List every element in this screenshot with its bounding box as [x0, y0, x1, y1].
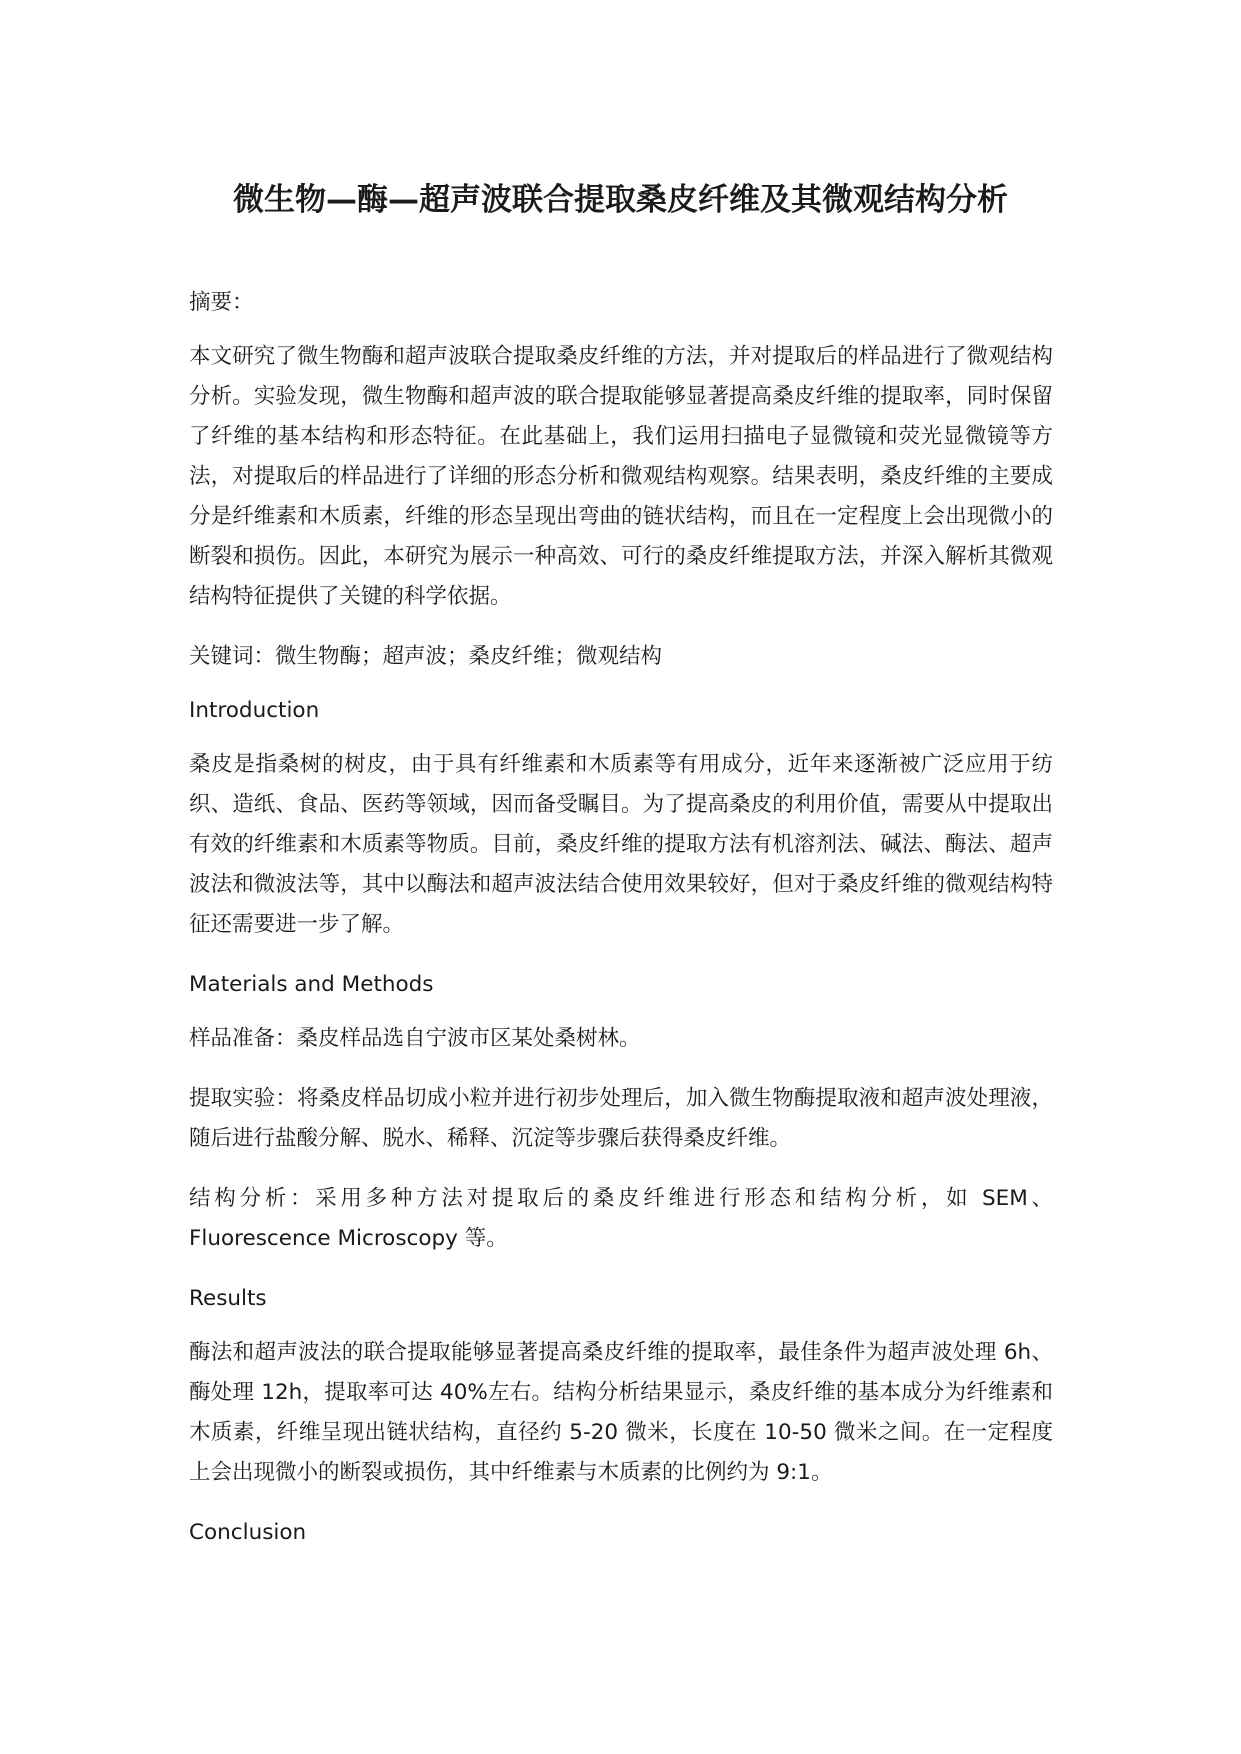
introduction-heading: Introduction	[189, 698, 320, 723]
introduction-paragraph: 桑皮是指桑树的树皮，由于具有纤维素和木质素等有用成分，近年来逐渐被广泛应用于纺织、造纸、食品、医药等领域，因而备受瞩目。为了提高桑皮的利用价值，需要从中提取出有效的纤维素和木质素等物质。目前，桑皮纤维的提取方法有机溶剂法、碱法、酶法、超声波法和微波法等，其中以酶法和超声波法结合使用效果较好，但对于桑皮纤维的微观结构特征还需要进一步了解。	[189, 752, 1053, 937]
methods-heading: Materials and Methods	[189, 972, 434, 997]
methods-sample-paragraph: 样品准备：桑皮样品选自宁波市区某处桑树林。	[189, 1026, 641, 1051]
results-paragraph: 酶法和超声波法的联合提取能够显著提高桑皮纤维的提取率，最佳条件为超声波处理 6h、酶处理 12h，提取率可达 40%左右。结构分析结果显示，桑皮纤维的基本成分为纤维素和木质素，纤维呈现出链状结构，直径约 5-20 微米，长度在 10-50 微米之间。在一定程度上会出现微小的断裂或损伤，其中纤维素与木质素的比例约为 9:1。	[189, 1340, 1053, 1485]
methods-extraction-paragraph: 提取实验：将桑皮样品切成小粒并进行初步处理后，加入微生物酶提取液和超声波处理液，随后进行盐酸分解、脱水、稀释、沉淀等步骤后获得桑皮纤维。	[189, 1086, 1053, 1151]
conclusion-heading: Conclusion	[189, 1520, 307, 1545]
abstract-label: 摘要：	[189, 290, 254, 315]
methods-analysis-paragraph: 结构分析：采用多种方法对提取后的桑皮纤维进行形态和结构分析，如 SEM、Fluorescence Microscopy 等。	[189, 1186, 1053, 1251]
keywords-line: 关键词：微生物酶；超声波；桑皮纤维；微观结构	[189, 644, 663, 669]
results-heading: Results	[189, 1286, 267, 1311]
document-title: 微生物—酶—超声波联合提取桑皮纤维及其微观结构分析	[233, 182, 1008, 218]
document-body	[189, 283, 1053, 1567]
abstract-paragraph: 本文研究了微生物酶和超声波联合提取桑皮纤维的方法，并对提取后的样品进行了微观结构分析。实验发现，微生物酶和超声波的联合提取能够显著提高桑皮纤维的提取率，同时保留了纤维的基本结构和形态特征。在此基础上，我们运用扫描电子显微镜和荧光显微镜等方法，对提取后的样品进行了详细的形态分析和微观结构观察。结果表明，桑皮纤维的主要成分是纤维素和木质素，纤维的形态呈现出弯曲的链状结构，而且在一定程度上会出现微小的断裂和损伤。因此，本研究为展示一种高效、可行的桑皮纤维提取方法，并深入解析其微观结构特征提供了关键的科学依据。	[189, 344, 1053, 609]
